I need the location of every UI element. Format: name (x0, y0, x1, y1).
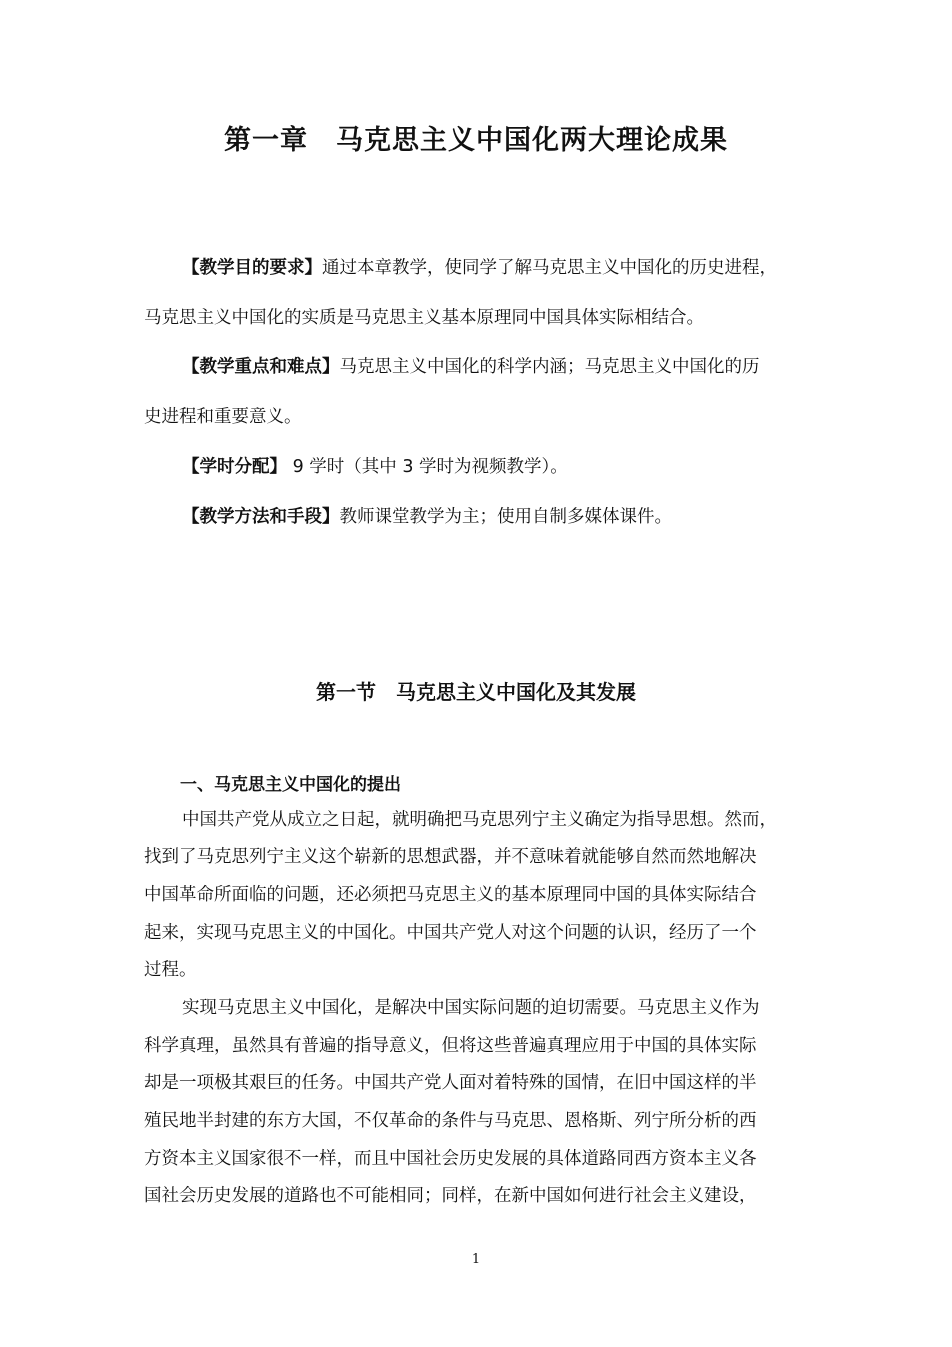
section-title: 第一节 马克思主义中国化及其发展 (316, 680, 636, 704)
page-number: 1 (471, 1252, 481, 1267)
hours-allocation-text: 9 学时（其中 3 学时为视频教学）。 (287, 457, 568, 477)
paragraph-2-line: 殖民地半封建的东方大国，不仅革命的条件与马克思、恩格斯、列宁所分析的西 (144, 1111, 757, 1131)
teaching-method-line (182, 505, 672, 529)
paragraph-1-line: 找到了马克思列宁主义这个崭新的思想武器，并不意味着就能够自然而然地解决 (144, 847, 757, 867)
paragraph-1-line: 中国共产党从成立之日起，就明确把马克思列宁主义确定为指导思想。然而， (182, 810, 777, 830)
paragraph-1-line: 中国革命所面临的问题，还必须把马克思主义的基本原理同中国的具体实际结合 (144, 885, 757, 905)
teaching-method-label: 【教学方法和手段】 (182, 507, 340, 527)
hours-allocation-line (182, 455, 568, 479)
paragraph-2-line: 却是一项极其艰巨的任务。中国共产党人面对着特殊的国情，在旧中国这样的半 (144, 1073, 757, 1093)
hours-allocation-label: 【学时分配】 (182, 457, 287, 477)
chapter-title: 第一章 马克思主义中国化两大理论成果 (224, 125, 728, 156)
paragraph-1-line: 起来，实现马克思主义的中国化。中国共产党人对这个问题的认识，经历了一个 (144, 923, 757, 943)
teaching-focus-text: 马克思主义中国化的科学内涵；马克思主义中国化的历 (339, 357, 760, 377)
teaching-goal-line-1 (182, 256, 777, 280)
teaching-focus-line-1 (182, 355, 760, 379)
teaching-goal-text: 通过本章教学，使同学了解马克思主义中国化的历史进程， (322, 258, 777, 278)
paragraph-2-line: 实现马克思主义中国化，是解决中国实际问题的迫切需要。马克思主义作为 (182, 998, 760, 1018)
subheading: 一、马克思主义中国化的提出 (180, 775, 401, 795)
paragraph-2-line: 国社会历史发展的道路也不可能相同；同样，在新中国如何进行社会主义建设， (144, 1186, 757, 1206)
teaching-method-text: 教师课堂教学为主；使用自制多媒体课件。 (339, 507, 672, 527)
teaching-goal-line-2: 马克思主义中国化的实质是马克思主义基本原理同中国具体实际相结合。 (144, 308, 704, 328)
teaching-goal-label: 【教学目的要求】 (182, 258, 322, 278)
paragraph-2-line: 科学真理，虽然具有普遍的指导意义，但将这些普遍真理应用于中国的具体实际 (144, 1036, 757, 1056)
teaching-focus-line-2: 史进程和重要意义。 (144, 407, 302, 427)
teaching-focus-label: 【教学重点和难点】 (182, 357, 340, 377)
paragraph-2-line: 方资本主义国家很不一样，而且中国社会历史发展的具体道路同西方资本主义各 (144, 1149, 757, 1169)
paragraph-1-line: 过程。 (144, 960, 197, 980)
